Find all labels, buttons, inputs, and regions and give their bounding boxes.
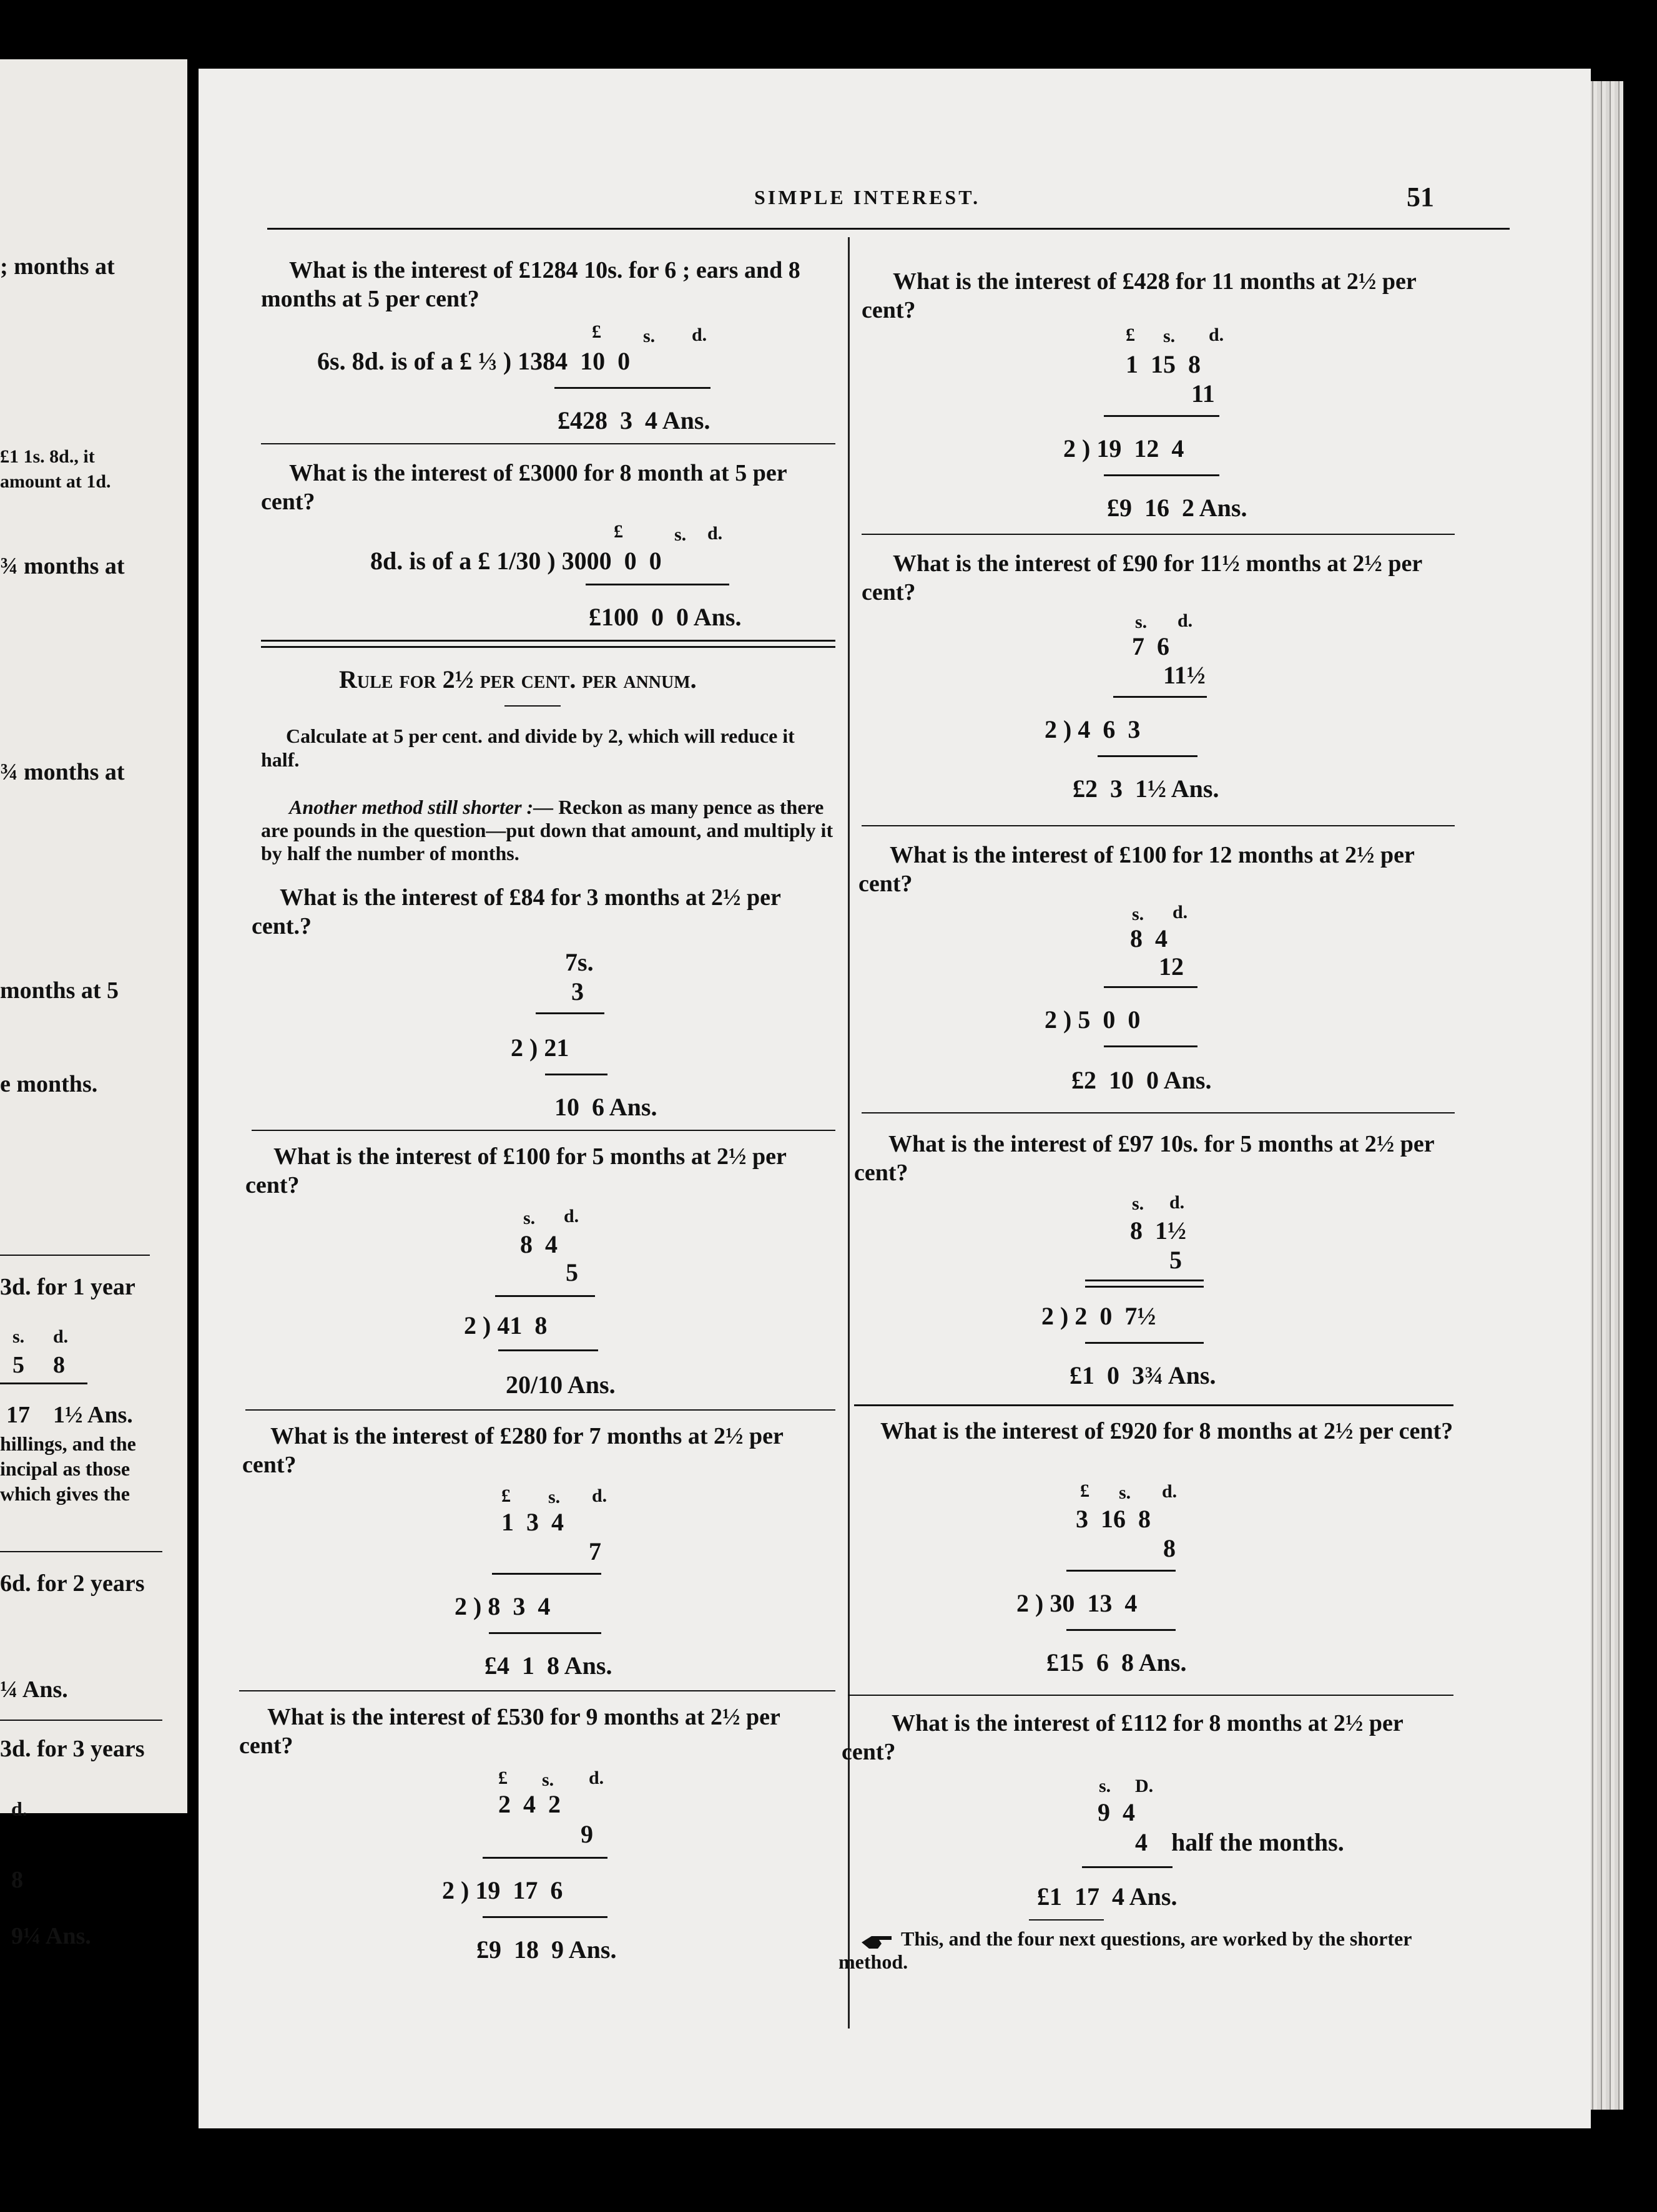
section-rule — [261, 443, 835, 444]
another-method-lead: Another method still shorter :— — [289, 796, 554, 818]
left-text: months at 5 — [0, 977, 119, 1004]
working-line: 1 15 8 — [1126, 350, 1201, 378]
header-pounds: £ — [1080, 1480, 1089, 1501]
answer-line: £2 10 0 Ans. — [1071, 1066, 1212, 1094]
working-rule — [554, 387, 710, 389]
working-line: 8 1½ — [1130, 1216, 1186, 1245]
question-text: What is the interest of £1284 10s. for 6 ; ears and 8 months at 5 per cent? — [261, 257, 800, 312]
working-rule — [545, 1074, 607, 1075]
another-method-text: Reckon as many pence as there are pounds in the question—put down that amount, and multiply it by half the number of months. — [261, 796, 833, 864]
question-text: What is the interest of £100 for 12 months at 2½ per cent? — [858, 842, 1415, 897]
section-rule — [862, 534, 1455, 535]
division-line: 2 ) 5 0 0 — [1045, 1006, 1141, 1034]
working-line: 8 4 — [520, 1230, 558, 1258]
question-text: What is the interest of £100 for 5 months at 2½ per cent? — [245, 1143, 787, 1198]
header-pounds: £ — [592, 321, 601, 342]
left-text: 1½ Ans. — [53, 1402, 133, 1428]
header-pence: d. — [564, 1206, 579, 1226]
header-pounds: £ — [614, 521, 623, 542]
header-pounds: £ — [501, 1485, 511, 1506]
header-shillings: s. — [1099, 1776, 1111, 1796]
header-pence: d. — [1209, 325, 1224, 345]
header-shillings: s. — [1163, 326, 1176, 346]
double-rule — [261, 646, 835, 648]
question-text: What is the interest of £3000 for 8 month at 5 per cent? — [261, 460, 787, 515]
left-text: incipal as those — [0, 1457, 130, 1480]
header-pence: D. — [1135, 1776, 1154, 1796]
division-line: 2 ) 21 — [511, 1034, 569, 1062]
working-line: 6s. 8d. is of a £ ⅓ ) 1384 10 0 — [317, 347, 631, 375]
header-shillings: s. — [1132, 1193, 1144, 1214]
section-rule — [862, 825, 1455, 826]
section-rule — [252, 1130, 835, 1131]
working-line: 11 — [1191, 379, 1215, 408]
working-rule — [1085, 1342, 1204, 1344]
working-rule — [1104, 474, 1219, 476]
section-rule — [245, 1409, 835, 1411]
working-line: 7 — [589, 1537, 601, 1565]
header-shillings: s. — [1132, 904, 1144, 924]
working-rule — [492, 1573, 601, 1575]
question-text: What is the interest of £97 10s. for 5 months at 2½ per cent? — [854, 1131, 1434, 1186]
answer-line: £1 0 3¾ Ans. — [1069, 1361, 1216, 1389]
left-text: d. — [53, 1326, 69, 1347]
question-text: What is the interest of £112 for 8 months at 2½ per cent? — [842, 1710, 1404, 1765]
working-rule — [1085, 1286, 1204, 1288]
header-pence: d. — [1162, 1481, 1178, 1502]
header-pence: d. — [1178, 610, 1193, 631]
working-line: 5 — [1169, 1246, 1182, 1274]
header-shillings: s. — [542, 1769, 554, 1790]
section-rule — [848, 1695, 1453, 1696]
working-rule — [1082, 1866, 1173, 1868]
working-line: 3 — [571, 977, 584, 1006]
left-text: 9¼ Ans. — [11, 1923, 91, 1949]
header-pence: d. — [707, 523, 723, 544]
left-text: 5 — [12, 1352, 24, 1378]
answer-line: £428 3 4 Ans. — [558, 406, 710, 434]
left-text: amount at 1d. — [0, 471, 111, 492]
question-text: What is the interest of £530 for 9 months at 2½ per cent? — [239, 1704, 780, 1759]
header-pence: d. — [1173, 902, 1188, 922]
header-pence: d. — [589, 1768, 604, 1788]
working-line: 9 — [581, 1820, 593, 1848]
working-note: half the months. — [1171, 1828, 1344, 1856]
section-rule — [862, 1112, 1455, 1113]
header-shillings: s. — [1119, 1482, 1131, 1503]
answer-line: 10 6 Ans. — [554, 1093, 657, 1121]
working-line: 9 4 — [1098, 1798, 1135, 1826]
header-shillings: s. — [523, 1208, 536, 1228]
division-line: 2 ) 2 0 7½ — [1041, 1302, 1156, 1330]
answer-line: £9 18 9 Ans. — [476, 1936, 617, 1964]
left-text: 8 — [11, 1867, 23, 1893]
answer-line: £15 6 8 Ans. — [1046, 1648, 1187, 1676]
header-pounds: £ — [1126, 325, 1135, 345]
working-line: 4 — [1135, 1828, 1148, 1856]
left-rule — [0, 1382, 87, 1384]
left-text: which gives the — [0, 1482, 130, 1505]
working-rule — [1104, 415, 1219, 417]
working-line: 8 4 — [1130, 924, 1168, 952]
working-rule — [489, 1632, 601, 1634]
working-line: 7s. — [565, 948, 594, 976]
answer-line: 20/10 Ans. — [506, 1371, 616, 1399]
working-line: 2 4 2 — [498, 1790, 561, 1818]
question-text: What is the interest of £90 for 11½ months at 2½ per cent? — [862, 551, 1422, 605]
left-text: e months. — [0, 1071, 98, 1097]
division-line: 2 ) 41 8 — [464, 1311, 548, 1339]
working-rule — [1113, 696, 1207, 698]
answer-line: £1 17 4 Ans. — [1037, 1882, 1178, 1911]
working-line: 12 — [1159, 952, 1184, 981]
left-text: 3d. for 3 years — [0, 1736, 145, 1762]
header-pence: d. — [1169, 1192, 1185, 1213]
header-pounds: £ — [498, 1768, 508, 1788]
footnote: This, and the four next questions, are worked by the shorter method. — [838, 1927, 1412, 1973]
question-text: What is the interest of £428 for 11 months at 2½ per cent? — [862, 268, 1417, 323]
working-rule — [1066, 1570, 1176, 1572]
left-text: ¼ Ans. — [0, 1676, 68, 1703]
double-rule — [261, 640, 835, 642]
working-line: 8d. is of a £ 1/30 ) 3000 0 0 — [370, 547, 662, 575]
header-shillings: s. — [548, 1487, 561, 1507]
answer-line: £9 16 2 Ans. — [1107, 494, 1247, 522]
working-line: 3 16 8 — [1076, 1505, 1151, 1533]
division-line: 2 ) 8 3 4 — [455, 1592, 551, 1620]
working-line: 1 3 4 — [501, 1508, 564, 1536]
left-text: ¾ months at — [0, 759, 125, 785]
left-text: ; months at — [0, 253, 115, 280]
answer-line: £4 1 8 Ans. — [484, 1652, 612, 1680]
left-rule — [0, 1255, 150, 1256]
rule-underline — [504, 705, 561, 707]
left-text: 17 — [6, 1402, 30, 1428]
working-line: 8 — [1163, 1534, 1176, 1562]
working-rule — [1104, 986, 1197, 988]
question-text: What is the interest of £84 for 3 months at 2½ per cent.? — [252, 884, 781, 939]
book-page — [199, 69, 1591, 2128]
working-rule — [586, 584, 729, 585]
working-rule — [498, 1349, 598, 1351]
division-line: 2 ) 30 13 4 — [1016, 1589, 1138, 1617]
left-rule — [0, 1551, 162, 1552]
rule-title: Rule for 2½ per cent. per annum. — [339, 665, 697, 693]
header-shillings: s. — [674, 524, 687, 545]
running-header: SIMPLE INTEREST. — [754, 186, 981, 208]
left-page-fragment — [0, 59, 187, 1813]
division-line: 2 ) 19 12 4 — [1063, 434, 1184, 462]
working-line: 7 6 — [1132, 632, 1169, 660]
header-rule — [267, 228, 1510, 230]
page-number: 51 — [1407, 182, 1434, 212]
question-text: What is the interest of £280 for 7 months at 2½ per cent? — [242, 1423, 784, 1478]
header-shillings: s. — [643, 326, 656, 346]
working-rule — [1066, 1629, 1176, 1631]
working-line: 11½ — [1163, 661, 1206, 689]
left-rule — [0, 1720, 162, 1721]
header-pence: d. — [692, 325, 707, 345]
working-rule — [1098, 755, 1197, 757]
rule-text: Calculate at 5 per cent. and divide by 2, which will reduce it half. — [261, 725, 795, 771]
working-rule — [483, 1857, 607, 1859]
left-text: £1 1s. 8d., it — [0, 446, 95, 467]
working-rule — [536, 1012, 604, 1014]
left-text: hillings, and the — [0, 1432, 136, 1455]
left-text: s. — [12, 1326, 25, 1347]
working-rule — [1085, 1280, 1204, 1281]
division-line: 2 ) 19 17 6 — [442, 1876, 563, 1904]
section-rule — [854, 1404, 1453, 1406]
left-text: 8 — [53, 1352, 65, 1378]
answer-line: £2 3 1½ Ans. — [1073, 775, 1219, 803]
question-text: What is the interest of £920 for 8 months at 2½ per cent? — [880, 1418, 1453, 1444]
left-text: d. — [11, 1798, 27, 1820]
header-shillings: s. — [1135, 612, 1148, 632]
left-text: 6d. for 2 years — [0, 1570, 145, 1597]
division-line: 2 ) 4 6 3 — [1045, 715, 1141, 743]
section-rule — [239, 1690, 835, 1691]
working-rule — [483, 1916, 607, 1918]
header-pence: d. — [592, 1485, 607, 1506]
working-rule — [1104, 1045, 1197, 1047]
working-line: 5 — [566, 1258, 578, 1286]
answer-line: £100 0 0 Ans. — [589, 603, 742, 631]
working-rule — [1029, 1919, 1104, 1921]
another-method — [261, 796, 835, 865]
left-text: 3d. for 1 year — [0, 1274, 135, 1300]
left-text: ¾ months at — [0, 553, 125, 579]
working-rule — [495, 1295, 595, 1297]
